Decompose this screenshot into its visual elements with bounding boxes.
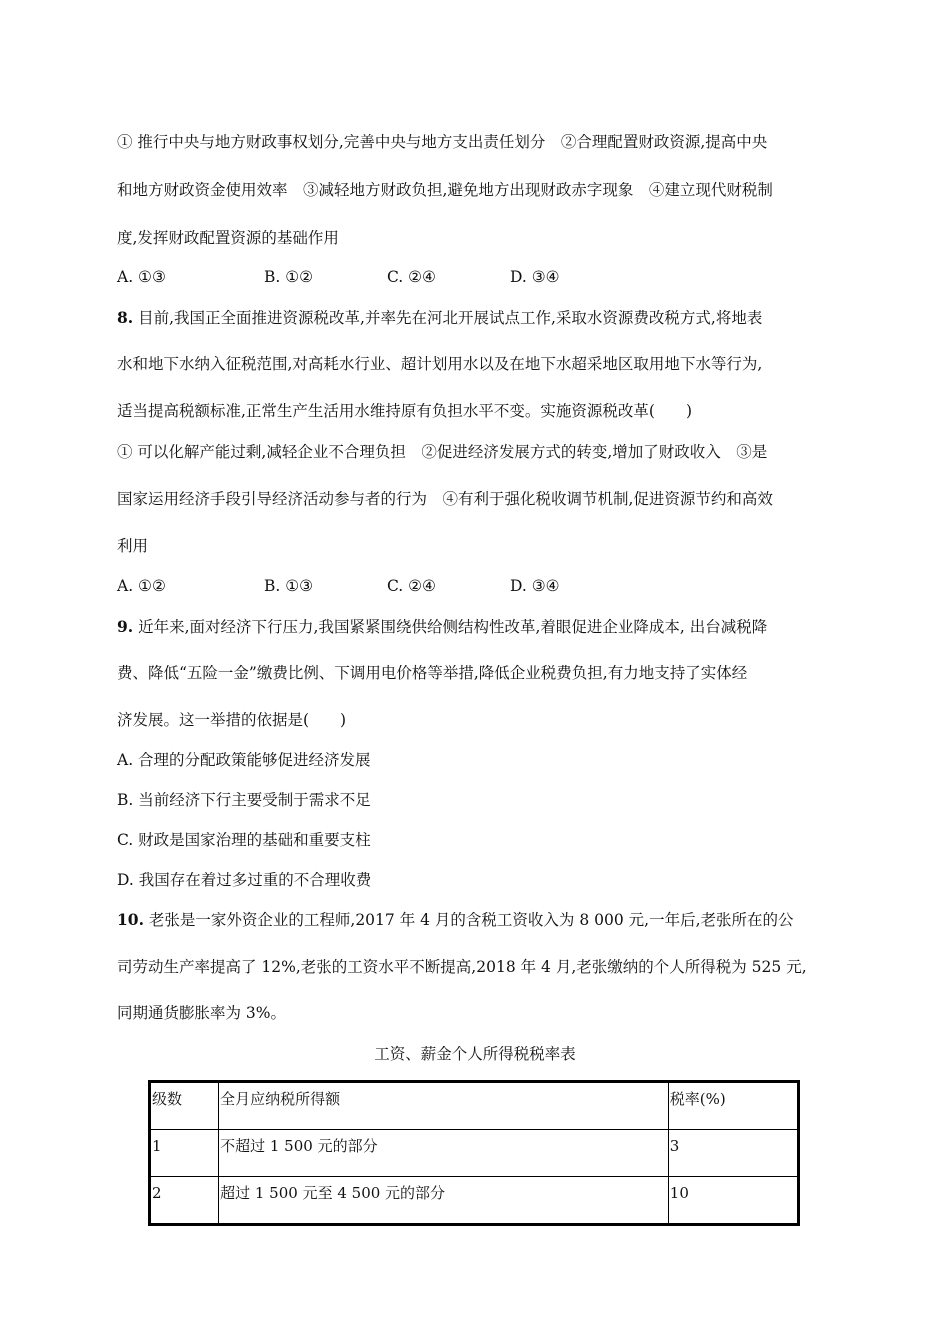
header-taxable-income: 全月应纳税所得额 — [219, 1082, 669, 1130]
q8-option-d: D. ③④ — [510, 577, 560, 595]
table-row — [150, 1130, 799, 1177]
q8-statement-line: 国家运用经济手段引导经济活动参与者的行为 ④有利于强化税收调节机制,促进资源节约和高效 — [117, 490, 773, 508]
table-row — [150, 1177, 799, 1225]
q8-number: 8. — [117, 308, 134, 327]
q10-number: 10. — [117, 910, 144, 929]
q7-option-a: A. ①③ — [117, 268, 166, 286]
q9-option-a: A. 合理的分配政策能够促进经济发展 — [117, 751, 371, 769]
q8-option-b: B. ①③ — [264, 577, 314, 595]
tax-rate-table — [148, 1080, 800, 1226]
header-rate: 税率(%) — [668, 1082, 798, 1130]
q9-option-b: B. 当前经济下行主要受制于需求不足 — [117, 791, 371, 809]
q9-number: 9. — [117, 617, 134, 636]
q8-option-a: A. ①② — [117, 577, 166, 595]
q8-stem-line: 水和地下水纳入征税范围,对高耗水行业、超计划用水以及在地下水超采地区取用地下水等行为, — [117, 355, 763, 373]
q7-statement-line: 度,发挥财政配置资源的基础作用 — [117, 229, 339, 247]
cell-taxable-income: 不超过 1 500 元的部分 — [219, 1130, 669, 1177]
q7-option-c: C. ②④ — [387, 268, 436, 286]
q10-stem-line: 10. 老张是一家外资企业的工程师,2017 年 4 月的含税工资收入为 8 000 元,一年后,老张所在的公 — [117, 910, 794, 929]
cell-level: 2 — [150, 1177, 219, 1225]
q7-option-d: D. ③④ — [510, 268, 560, 286]
q9-option-c: C. 财政是国家治理的基础和重要支柱 — [117, 831, 371, 849]
table-caption: 工资、薪金个人所得税税率表 — [374, 1045, 576, 1063]
cell-rate: 10 — [668, 1177, 798, 1225]
q7-statement-line: 和地方财政资金使用效率 ③减轻地方财政负担,避免地方出现财政赤字现象 ④建立现代财税制 — [117, 181, 773, 199]
q7-option-b: B. ①② — [264, 268, 314, 286]
q10-stem-line: 司劳动生产率提高了 12%,老张的工资水平不断提高,2018 年 4 月,老张缴纳的个人所得税为 525 元, — [117, 958, 807, 976]
cell-level: 1 — [150, 1130, 219, 1177]
q8-option-c: C. ②④ — [387, 577, 436, 595]
q7-statement-line: ① 推行中央与地方财政事权划分,完善中央与地方支出责任划分 ②合理配置财政资源,提高中央 — [117, 133, 768, 151]
q9-stem-line: 费、降低“五险一金”缴费比例、下调用电价格等举措,降低企业税费负担,有力地支持了实体经 — [117, 664, 748, 682]
q8-statement-line: 利用 — [117, 537, 149, 555]
q9-option-d: D. 我国存在着过多过重的不合理收费 — [117, 871, 372, 889]
cell-rate: 3 — [668, 1130, 798, 1177]
q8-statement-line: ① 可以化解产能过剩,减轻企业不合理负担 ②促进经济发展方式的转变,增加了财政收入 ③是 — [117, 443, 768, 461]
q10-stem-line: 同期通货膨胀率为 3%。 — [117, 1004, 287, 1022]
q9-stem-line: 9. 近年来,面对经济下行压力,我国紧紧围绕供给侧结构性改革,着眼促进企业降成本, 出台减税降 — [117, 617, 768, 636]
header-level: 级数 — [150, 1082, 219, 1130]
cell-taxable-income: 超过 1 500 元至 4 500 元的部分 — [219, 1177, 669, 1225]
q9-stem-line: 济发展。这一举措的依据是( ) — [117, 711, 347, 729]
q8-stem-line: 8. 目前,我国正全面推进资源税改革,并率先在河北开展试点工作,采取水资源费改税方式,将地表 — [117, 308, 763, 327]
q8-stem-line: 适当提高税额标准,正常生产生活用水维持原有负担水平不变。实施资源税改革( ) — [117, 402, 693, 420]
table-header-row — [150, 1082, 799, 1130]
